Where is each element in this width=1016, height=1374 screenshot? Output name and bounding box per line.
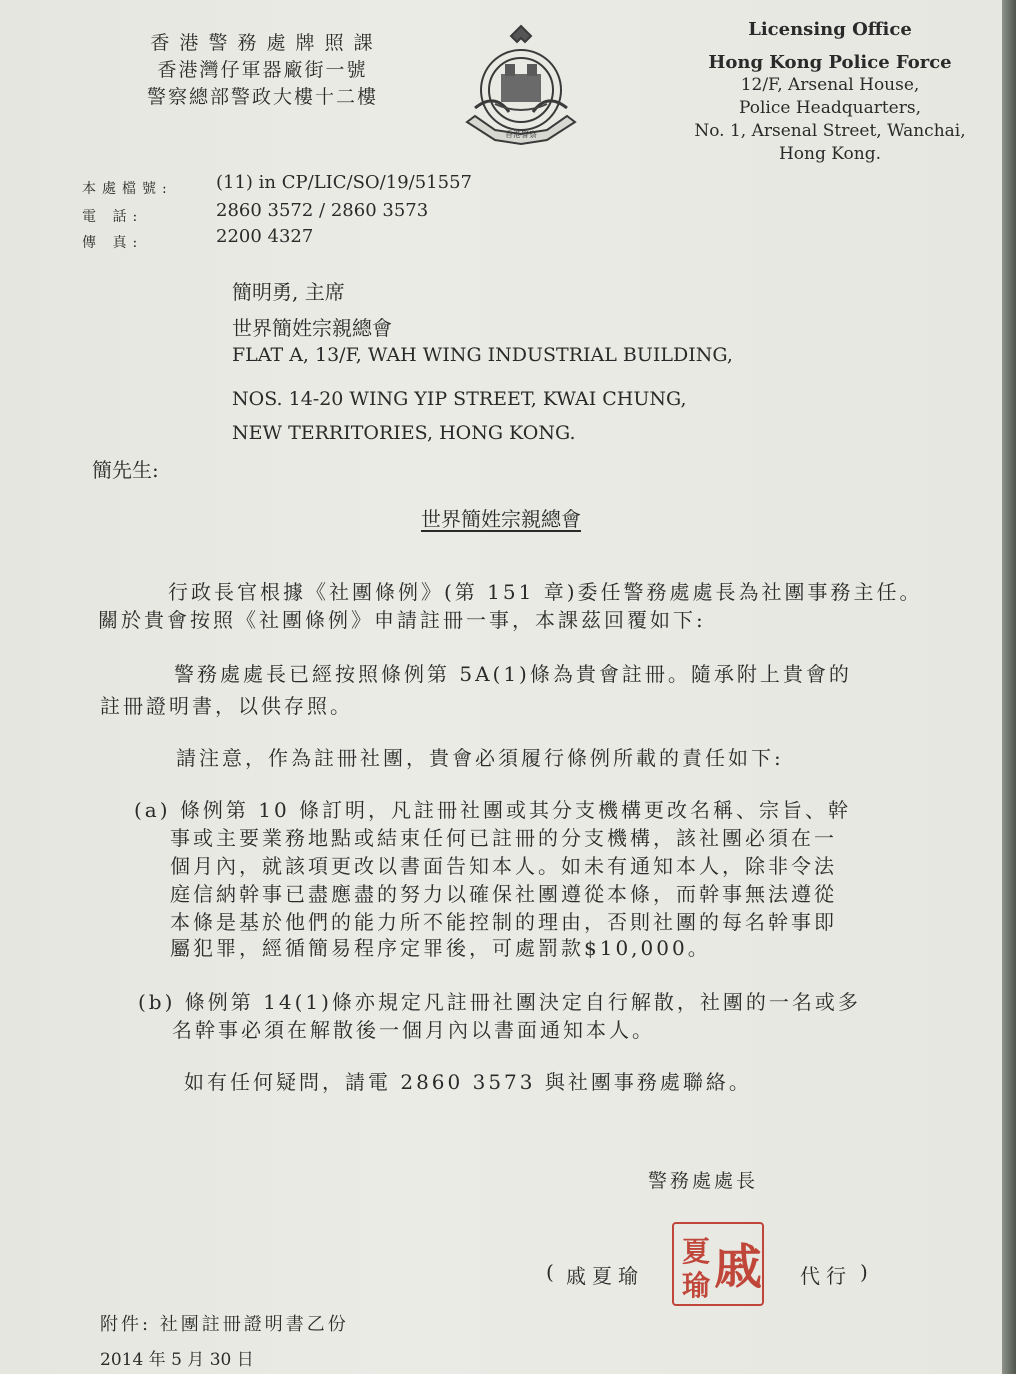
clause-a-line6: 屬犯罪，經循簡易程序定罪後，可處罰款$10,000。: [170, 936, 711, 960]
seal-char-0: 戚: [714, 1239, 763, 1295]
crest-ribbon-text: 香港警察: [505, 130, 537, 139]
fax-value: 2200 4327: [216, 226, 314, 247]
enclosure-note: 附件: 社團註冊證明書乙份: [100, 1314, 349, 1335]
signer-acting: 代行: [800, 1264, 852, 1288]
clause-a-line5: 本條是基於他們的能力所不能控制的理由，否則社團的每名幹事即: [170, 910, 837, 934]
recipient-address-line2: NOS. 14-20 WING YIP STREET, KWAI CHUNG,: [232, 388, 687, 410]
letterhead-zh-line1: 香 港 警 務 處 牌 照 課: [150, 32, 375, 54]
seal-char-2: 瑜: [682, 1269, 711, 1302]
letterhead-zh-line2: 香港灣仔軍器廠街一號: [157, 59, 368, 81]
seal-char-1: 夏: [682, 1235, 711, 1268]
letterhead-en-line4: Police Headquarters,: [739, 98, 921, 118]
letterhead-zh-line3: 警察總部警政大樓十二樓: [146, 86, 378, 108]
page-edge-shadow: [1002, 0, 1016, 1374]
letterhead-en-line3: 12/F, Arsenal House,: [740, 75, 920, 95]
signature-open-paren: (: [546, 1260, 560, 1284]
clause-b-line1: (b) 條例第 14(1)條亦規定凡註冊社團決定自行解散，社團的一名或多: [138, 990, 861, 1014]
recipient-org: 世界簡姓宗親總會: [232, 316, 392, 340]
signer-name: 戚夏瑜: [566, 1264, 644, 1288]
letterhead-en-line1: Licensing Office: [748, 19, 912, 40]
english-letterhead: [690, 18, 970, 166]
letterhead-en-line5: No. 1, Arsenal Street, Wanchai,: [694, 121, 966, 141]
tel-label: 電 話:: [82, 209, 144, 225]
clause-a-line4: 庭信納幹事已盡應盡的努力以確保社團遵從本條，而幹事無法遵從: [170, 882, 837, 906]
clause-a-line1: (a) 條例第 10 條訂明，凡註冊社團或其分支機構更改名稱、宗旨、幹: [134, 798, 852, 822]
signature-close-paren: ): [860, 1260, 874, 1284]
signer-title: 警務處處長: [648, 1170, 759, 1192]
recipient-name: 簡明勇, 主席: [232, 280, 345, 304]
subject-line: [0, 503, 1002, 532]
chinese-letterhead: [140, 30, 385, 111]
ref-value: (11) in CP/LIC/SO/19/51557: [216, 172, 472, 193]
body-p2-line2: 註冊證明書，以供存照。: [100, 694, 353, 718]
clause-a-line2: 事或主要業務地點或結束任何已註冊的分支機構，該社團必須在一: [170, 826, 837, 850]
body-p2-line1: 警務處處長已經按照條例第 5A(1)條為貴會註冊。隨承附上貴會的: [174, 662, 852, 686]
salutation: 簡先生:: [92, 458, 159, 482]
letterhead-en-line2: Hong Kong Police Force: [708, 52, 952, 73]
police-crest-icon: [455, 12, 587, 152]
clause-a-line3: 個月內，就該項更改以書面告知本人。如未有通知本人，除非令法: [170, 854, 837, 878]
subject-text: 世界簡姓宗親總會: [421, 507, 581, 531]
official-seal: [672, 1222, 764, 1306]
recipient-address-line1: FLAT A, 13/F, WAH WING INDUSTRIAL BUILDING,: [232, 344, 733, 366]
fax-label: 傳 真:: [82, 235, 144, 251]
tel-value: 2860 3572 / 2860 3573: [216, 200, 429, 221]
recipient-address-line3: NEW TERRITORIES, HONG KONG.: [232, 422, 576, 444]
body-p4: 如有任何疑問，請電 2860 3573 與社團事務處聯絡。: [184, 1070, 752, 1094]
body-p1-line1: 行政長官根據《社團條例》(第 151 章)委任警務處處長為社團事務主任。: [168, 580, 923, 604]
clause-b-line2: 名幹事必須在解散後一個月內以書面通知本人。: [172, 1018, 655, 1042]
letterhead-en-line6: Hong Kong.: [778, 144, 881, 164]
body-p3: 請注意，作為註冊社團，貴會必須履行條例所載的責任如下:: [176, 746, 784, 770]
body-p1-line2: 關於貴會按照《社團條例》申請註冊一事，本課茲回覆如下:: [98, 608, 706, 632]
ref-label: 本處檔號:: [82, 181, 173, 197]
letter-date: 2014 年 5 月 30 日: [100, 1350, 254, 1370]
